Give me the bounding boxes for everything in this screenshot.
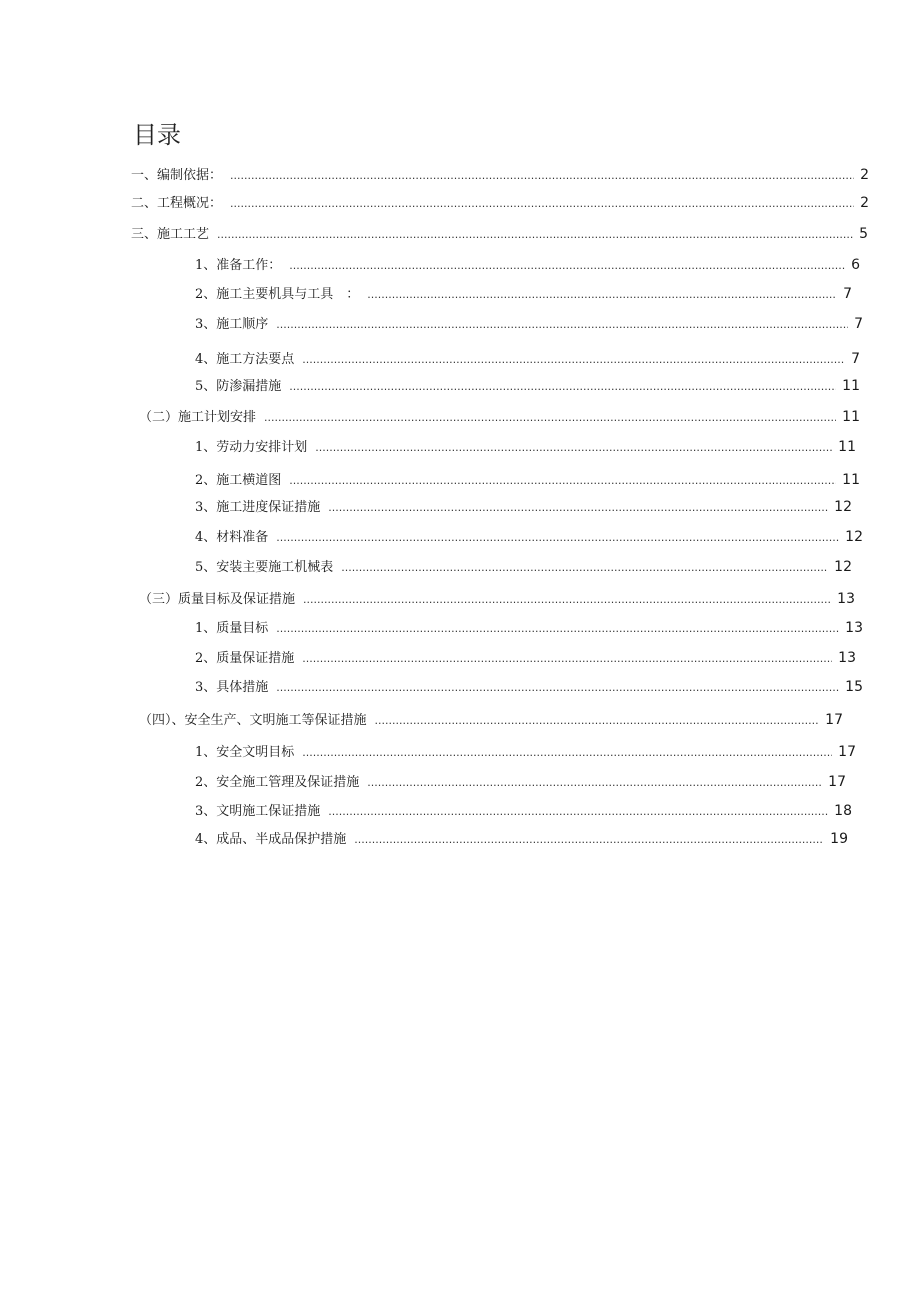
- toc-entry-page: 5: [859, 226, 868, 242]
- toc-entry-page: 11: [838, 439, 856, 455]
- toc-entry[interactable]: [195, 315, 863, 334]
- toc-entry-page: 7: [851, 351, 860, 367]
- toc-leader: [302, 650, 832, 668]
- toc-entry[interactable]: [139, 711, 843, 730]
- toc-entry[interactable]: [195, 528, 863, 547]
- toc-entry[interactable]: [195, 558, 852, 577]
- toc-entry[interactable]: [195, 285, 852, 304]
- toc-leader: [302, 351, 845, 369]
- toc-entry-page: 6: [851, 257, 860, 273]
- toc-entry[interactable]: [195, 802, 852, 821]
- toc-entry[interactable]: [195, 256, 860, 275]
- toc-entry-page: 11: [842, 409, 860, 425]
- toc-entry-page: 2: [860, 195, 869, 211]
- toc-entry-page: 13: [837, 591, 855, 607]
- toc-entry-label: 2、施工横道图: [195, 473, 282, 488]
- toc-leader: [276, 679, 839, 697]
- toc-leader: [302, 744, 832, 762]
- toc-entry[interactable]: [131, 166, 869, 185]
- toc-entry-page: 12: [834, 559, 852, 575]
- toc-leader: [328, 499, 828, 517]
- toc-entry-label: 一、编制依据：: [131, 168, 223, 183]
- toc-leader: [276, 529, 839, 547]
- toc-entry-page: 2: [860, 167, 869, 183]
- toc-entry-label: （二）施工计划安排: [139, 410, 257, 425]
- toc-leader: [289, 257, 845, 275]
- toc-entry-label: 1、质量目标: [195, 621, 269, 636]
- toc-entry-label: 3、文明施工保证措施: [195, 804, 321, 819]
- toc-entry-label: 二、工程概况：: [131, 196, 223, 211]
- toc-leader: [230, 195, 854, 213]
- toc-entry[interactable]: [195, 619, 863, 638]
- toc-entry-label: 5、防渗漏措施: [195, 379, 282, 394]
- toc-leader: [264, 409, 836, 427]
- toc-entry[interactable]: [195, 438, 856, 457]
- toc-leader: [341, 559, 828, 577]
- toc-entry-page: 13: [845, 620, 863, 636]
- toc-entry-label: 4、施工方法要点: [195, 352, 295, 367]
- toc-entry-page: 12: [834, 499, 852, 515]
- toc-entry[interactable]: [195, 743, 856, 762]
- toc-entry-page: 11: [842, 472, 860, 488]
- toc-entry-label: （三）质量目标及保证措施: [139, 592, 296, 607]
- toc-entry-label: 3、具体措施: [195, 680, 269, 695]
- toc-entry[interactable]: [139, 408, 860, 427]
- toc-leader: [217, 226, 853, 244]
- toc-entry-label: 1、准备工作：: [195, 258, 282, 273]
- toc-entry-page: 18: [834, 803, 852, 819]
- toc-leader: [354, 831, 824, 849]
- toc-entry-page: 15: [845, 679, 863, 695]
- toc-entry-label: 3、施工顺序: [195, 317, 269, 332]
- toc-entry-page: 17: [825, 712, 843, 728]
- toc-leader: [289, 472, 836, 490]
- toc-entry[interactable]: [195, 773, 846, 792]
- toc-leader: [230, 167, 854, 185]
- toc-entry[interactable]: [195, 678, 863, 697]
- toc-entry[interactable]: [131, 225, 868, 244]
- toc-entry[interactable]: [195, 830, 848, 849]
- toc-leader: [367, 774, 822, 792]
- toc-entry-label: 2、质量保证措施: [195, 651, 295, 666]
- toc-entry-page: 19: [830, 831, 848, 847]
- toc-entry-page: 17: [838, 744, 856, 760]
- toc-entry-page: 11: [842, 378, 860, 394]
- toc-entry[interactable]: [195, 377, 860, 396]
- toc-leader: [276, 620, 839, 638]
- toc-entry-page: 13: [838, 650, 856, 666]
- toc-leader: [315, 439, 832, 457]
- toc-entry-page: 7: [843, 286, 852, 302]
- toc-entry[interactable]: [139, 590, 855, 609]
- toc-entry-label: 4、成品、半成品保护措施: [195, 832, 347, 847]
- toc-entry-label: 3、施工进度保证措施: [195, 500, 321, 515]
- toc-leader: [367, 286, 837, 304]
- toc-entry[interactable]: [195, 649, 856, 668]
- toc-entry[interactable]: [195, 498, 852, 517]
- toc-entry-page: 7: [854, 316, 863, 332]
- toc-entry-label: 5、安装主要施工机械表: [195, 560, 334, 575]
- toc-leader: [276, 316, 848, 334]
- toc-title: 目录: [133, 121, 181, 149]
- toc-entry-label: 2、施工主要机具与工具 ：: [195, 287, 360, 302]
- toc-entry[interactable]: [195, 350, 860, 369]
- toc-entry-label: 三、施工工艺: [131, 227, 210, 242]
- toc-entry-label: 1、安全文明目标: [195, 745, 295, 760]
- toc-leader: [328, 803, 828, 821]
- toc-leader: [375, 712, 820, 730]
- toc-entry[interactable]: [195, 471, 860, 490]
- toc-leader: [303, 591, 831, 609]
- toc-leader: [289, 378, 836, 396]
- toc-entry-page: 12: [845, 529, 863, 545]
- toc-entry-label: 2、安全施工管理及保证措施: [195, 775, 360, 790]
- toc-entry-label: 1、劳动力安排计划: [195, 440, 308, 455]
- toc-entry[interactable]: [131, 194, 869, 213]
- toc-entry-label: （四）、安全生产、文明施工等保证措施: [139, 713, 367, 728]
- toc-entry-page: 17: [828, 774, 846, 790]
- toc-entry-label: 4、材料准备: [195, 530, 269, 545]
